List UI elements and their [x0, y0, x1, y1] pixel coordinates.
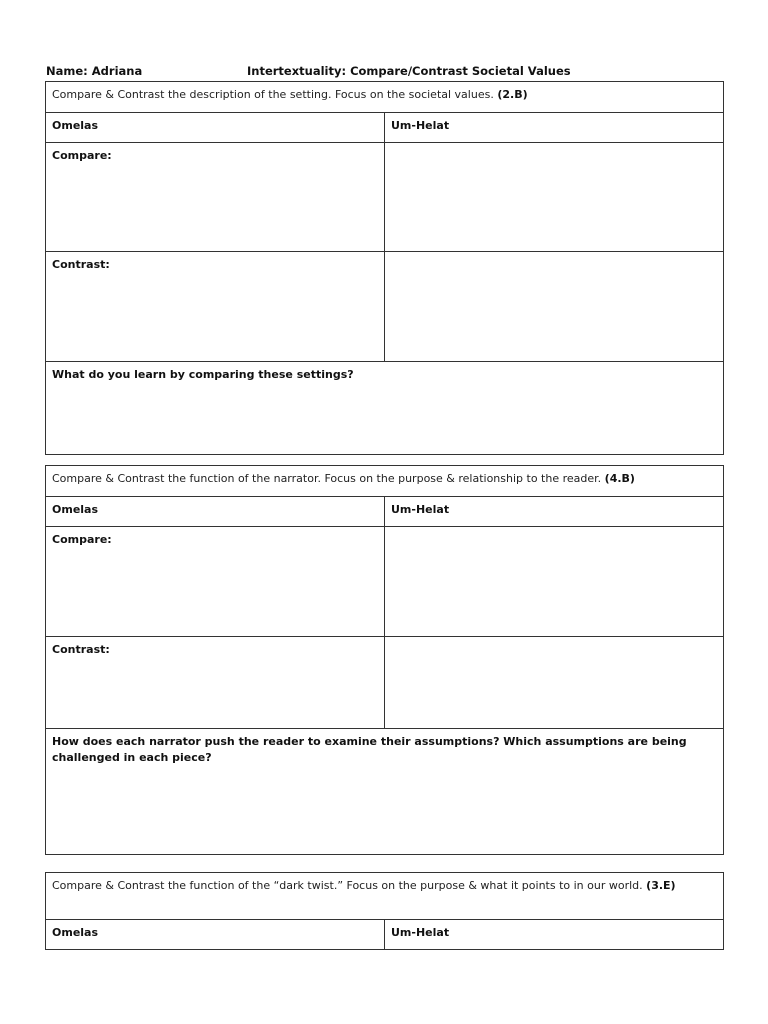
worksheet-title: Intertextuality: Compare/Contrast Societal Values: [247, 64, 571, 78]
contrast-cell-um-helat[interactable]: [385, 637, 724, 729]
student-name: Name: Adriana: [46, 64, 143, 78]
contrast-cell-omelas[interactable]: Contrast:: [46, 252, 385, 362]
compare-cell-um-helat[interactable]: [385, 527, 724, 637]
section-narrator-table: [45, 465, 724, 855]
standard-code: (2.B): [497, 88, 528, 101]
compare-cell-um-helat[interactable]: [385, 143, 724, 252]
compare-cell-omelas[interactable]: Compare:: [46, 527, 385, 637]
reflection-question-cell[interactable]: How does each narrator push the reader to examine their assumptions? Which assumptions are being challenged in each piece?: [46, 729, 724, 855]
section-dark-twist-table: [45, 872, 724, 950]
contrast-cell-omelas[interactable]: Contrast:: [46, 637, 385, 729]
reflection-question-cell[interactable]: What do you learn by comparing these settings?: [46, 362, 724, 455]
standard-code: (3.E): [646, 879, 676, 892]
contrast-cell-um-helat[interactable]: [385, 252, 724, 362]
section-setting-table: [45, 81, 724, 455]
column-header-um-helat: Um-Helat: [385, 497, 724, 527]
column-header-um-helat: Um-Helat: [385, 113, 724, 143]
column-header-omelas: Omelas: [46, 497, 385, 527]
column-header-um-helat: Um-Helat: [385, 920, 724, 950]
section-prompt: Compare & Contrast the function of the “dark twist.” Focus on the purpose & what it points to in our world. (3.E): [46, 873, 724, 920]
section-prompt: Compare & Contrast the description of the setting. Focus on the societal values. (2.B): [46, 82, 724, 113]
column-header-omelas: Omelas: [46, 113, 385, 143]
standard-code: (4.B): [604, 472, 635, 485]
worksheet-header: [46, 64, 726, 80]
compare-cell-omelas[interactable]: Compare:: [46, 143, 385, 252]
column-header-omelas: Omelas: [46, 920, 385, 950]
section-prompt: Compare & Contrast the function of the narrator. Focus on the purpose & relationship to the reader. (4.B): [46, 466, 724, 497]
